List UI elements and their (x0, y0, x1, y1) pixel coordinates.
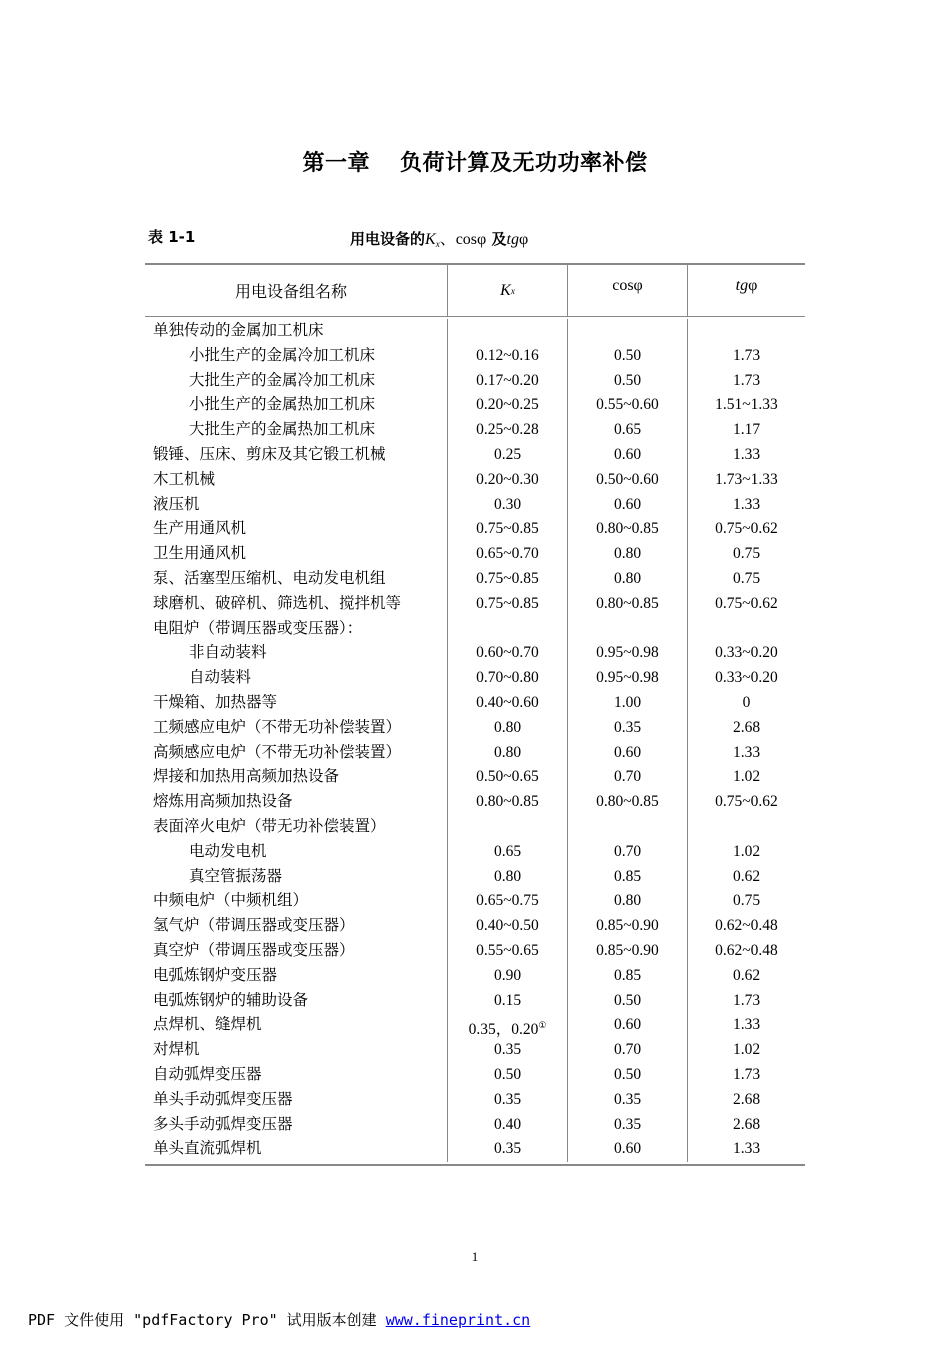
kx-value: 0.80 (447, 716, 567, 741)
kx-value: 0.75~0.85 (447, 592, 567, 617)
equipment-name: 表面淬火电炉（带无功补偿装置） (153, 817, 386, 835)
cos-value: 0.80~0.85 (567, 592, 687, 617)
tg-value: 1.33 (687, 1137, 805, 1162)
tg-value (687, 319, 805, 344)
table-row (145, 369, 805, 394)
equipment-name: 生产用通风机 (153, 520, 247, 538)
header-cos: cosφ (567, 265, 687, 316)
table-row (145, 666, 805, 691)
kx-value: 0.90 (447, 964, 567, 989)
equipment-name: 卫生用通风机 (153, 545, 247, 563)
table-title (350, 226, 528, 249)
cos-value: 0.70 (567, 1038, 687, 1063)
cos-value: 0.60 (567, 1137, 687, 1162)
table-row (145, 1063, 805, 1088)
cos-value: 0.80 (567, 889, 687, 914)
tg-value: 0.62~0.48 (687, 914, 805, 939)
equipment-name: 真空管振荡器 (189, 867, 283, 885)
cos-value: 0.35 (567, 716, 687, 741)
cos-value: 0.85 (567, 865, 687, 890)
cos-value: 0.65 (567, 418, 687, 443)
kx-value: 0.20~0.30 (447, 468, 567, 493)
cos-value: 0.70 (567, 840, 687, 865)
tg-value: 0.75 (687, 567, 805, 592)
cos-value: 0.95~0.98 (567, 666, 687, 691)
page-number: 1 (471, 1249, 479, 1264)
caption-and: 及 (486, 230, 507, 248)
cos-value: 0.85~0.90 (567, 939, 687, 964)
cos-value: 0.50 (567, 369, 687, 394)
kx-value: 0.80 (447, 741, 567, 766)
cos-value: 0.50 (567, 1063, 687, 1088)
tg-value: 0 (687, 691, 805, 716)
kx-value: 0.65~0.75 (447, 889, 567, 914)
kx-value: 0.35 (447, 1137, 567, 1162)
table-caption (148, 226, 808, 248)
table-row (145, 1088, 805, 1113)
kx-value: 0.25 (447, 443, 567, 468)
equipment-name: 泵、活塞型压缩机、电动发电机组 (153, 569, 386, 587)
table-row (145, 840, 805, 865)
cos-value: 0.80~0.85 (567, 790, 687, 815)
tg-value: 1.02 (687, 1038, 805, 1063)
kx-value (447, 319, 567, 344)
kx-value: 0.40~0.50 (447, 914, 567, 939)
tg-value: 2.68 (687, 1113, 805, 1138)
kx-value: 0.55~0.65 (447, 939, 567, 964)
equipment-name: 工频感应电炉（不带无功补偿装置） (153, 718, 402, 736)
footnote-mark: ① (538, 1020, 547, 1031)
table-body (145, 317, 805, 1166)
tg-value: 1.33 (687, 443, 805, 468)
tg-value: 0.62 (687, 964, 805, 989)
table-number: 表 1-1 (148, 228, 196, 246)
table-row (145, 914, 805, 939)
table-row (145, 1038, 805, 1063)
table-row (145, 939, 805, 964)
tg-value: 1.17 (687, 418, 805, 443)
cos-value (567, 617, 687, 642)
header-k: K (500, 281, 511, 299)
caption-cos: cosφ (455, 231, 487, 248)
header-kx (447, 265, 567, 316)
table-row (145, 393, 805, 418)
tg-value: 1.73 (687, 989, 805, 1014)
tg-value: 1.51~1.33 (687, 393, 805, 418)
equipment-name: 单独传动的金属加工机床 (153, 322, 324, 339)
cos-value: 0.80 (567, 542, 687, 567)
cos-value: 0.60 (567, 493, 687, 518)
kx-value: 0.60~0.70 (447, 641, 567, 666)
equipment-name: 大批生产的金属热加工机床 (189, 421, 376, 439)
kx-value: 0.15 (447, 989, 567, 1014)
equipment-name: 氢气炉（带调压器或变压器） (153, 917, 355, 935)
table-row (145, 344, 805, 369)
table-row (145, 468, 805, 493)
chapter-number: 第一章 (302, 151, 370, 176)
kx-value: 0.17~0.20 (447, 369, 567, 394)
table-row (145, 889, 805, 914)
header-k-sub: x (510, 285, 515, 296)
tg-value: 0.75~0.62 (687, 592, 805, 617)
kx-value: 0.35 (447, 1088, 567, 1113)
equipment-name: 对焊机 (153, 1041, 200, 1059)
table-row (145, 741, 805, 766)
cos-value: 0.95~0.98 (567, 641, 687, 666)
tg-value: 1.73~1.33 (687, 468, 805, 493)
footer-text: PDF 文件使用 "pdfFactory Pro" 试用版本创建 (28, 1311, 386, 1329)
tg-value: 2.68 (687, 716, 805, 741)
table-row (145, 641, 805, 666)
equipment-name: 大批生产的金属冷加工机床 (189, 371, 376, 389)
equipment-name: 锻锤、压床、剪床及其它锻工机械 (153, 445, 386, 463)
caption-k-sub: x (435, 239, 440, 249)
tg-value: 1.73 (687, 369, 805, 394)
tg-value: 1.02 (687, 765, 805, 790)
equipment-name: 高频感应电炉（不带无功补偿装置） (153, 743, 402, 761)
equipment-name: 电弧炼钢炉变压器 (153, 966, 278, 984)
table-row (145, 418, 805, 443)
table-row (145, 790, 805, 815)
kx-value: 0.75~0.85 (447, 567, 567, 592)
equipment-name: 单头手动弧焊变压器 (153, 1090, 293, 1108)
header-phi: φ (748, 277, 758, 294)
header-tg-label: tg (735, 277, 749, 294)
cos-value: 0.35 (567, 1113, 687, 1138)
table-row (145, 964, 805, 989)
equipment-name: 球磨机、破碎机、筛选机、搅拌机等 (153, 594, 402, 612)
kx-value: 0.35，0.20① (447, 1013, 567, 1038)
equipment-name: 液压机 (153, 495, 200, 513)
cos-value: 0.70 (567, 765, 687, 790)
kx-value: 0.35 (447, 1038, 567, 1063)
kx-value (447, 617, 567, 642)
caption-tg: tg (506, 231, 519, 248)
table-row (145, 1113, 805, 1138)
cos-value: 0.60 (567, 741, 687, 766)
table-header (145, 263, 805, 317)
cos-value (567, 815, 687, 840)
kx-value: 0.20~0.25 (447, 393, 567, 418)
tg-value: 0.62~0.48 (687, 939, 805, 964)
cos-value: 0.80~0.85 (567, 517, 687, 542)
kx-value: 0.65~0.70 (447, 542, 567, 567)
cos-value: 1.00 (567, 691, 687, 716)
equipment-name: 熔炼用高频加热设备 (153, 793, 293, 811)
tg-value: 1.33 (687, 741, 805, 766)
tg-value: 0.33~0.20 (687, 641, 805, 666)
cos-value (567, 319, 687, 344)
kx-value: 0.70~0.80 (447, 666, 567, 691)
tg-value: 0.75~0.62 (687, 790, 805, 815)
caption-sep: 、 (439, 231, 456, 248)
equipment-name: 单头直流弧焊机 (153, 1140, 262, 1158)
table-row (145, 1013, 805, 1038)
pdf-footer (28, 1309, 530, 1330)
equipment-name: 真空炉（带调压器或变压器） (153, 941, 355, 959)
caption-k: K (425, 231, 436, 248)
cos-value: 0.50~0.60 (567, 468, 687, 493)
equipment-name: 自动装料 (189, 669, 252, 687)
header-tg (687, 265, 805, 316)
kx-value (447, 815, 567, 840)
tg-value: 1.73 (687, 1063, 805, 1088)
table-row (145, 517, 805, 542)
equipment-name: 多头手动弧焊变压器 (153, 1115, 293, 1133)
tg-value: 0.75~0.62 (687, 517, 805, 542)
cos-value: 0.55~0.60 (567, 393, 687, 418)
equipment-name: 小批生产的金属热加工机床 (189, 396, 376, 414)
table-row (145, 493, 805, 518)
tg-value: 0.33~0.20 (687, 666, 805, 691)
cos-value: 0.85 (567, 964, 687, 989)
table-row (145, 1137, 805, 1162)
table-row (145, 865, 805, 890)
tg-value: 1.33 (687, 493, 805, 518)
kx-value: 0.50~0.65 (447, 765, 567, 790)
table-row (145, 691, 805, 716)
kx-value: 0.80 (447, 865, 567, 890)
tg-value: 2.68 (687, 1088, 805, 1113)
table-row (145, 542, 805, 567)
chapter-title (0, 146, 950, 177)
kx-value: 0.25~0.28 (447, 418, 567, 443)
kx-value: 0.80~0.85 (447, 790, 567, 815)
cos-value: 0.50 (567, 344, 687, 369)
kx-value: 0.12~0.16 (447, 344, 567, 369)
tg-value: 1.33 (687, 1013, 805, 1038)
caption-prefix: 用电设备的 (350, 230, 426, 248)
cos-value: 0.80 (567, 567, 687, 592)
equipment-name: 小批生产的金属冷加工机床 (189, 346, 376, 364)
table-row (145, 815, 805, 840)
kx-value: 0.50 (447, 1063, 567, 1088)
table-row (145, 617, 805, 642)
equipment-name: 电阻炉（带调压器或变压器）： (153, 619, 363, 637)
cos-value: 0.35 (567, 1088, 687, 1113)
tg-value: 0.75 (687, 889, 805, 914)
tg-value: 0.62 (687, 865, 805, 890)
equipment-table (145, 263, 805, 1166)
equipment-name: 自动弧焊变压器 (153, 1065, 262, 1083)
equipment-name: 干燥箱、加热器等 (153, 693, 278, 711)
tg-value (687, 815, 805, 840)
kx-value: 0.75~0.85 (447, 517, 567, 542)
cos-value: 0.60 (567, 1013, 687, 1038)
tg-value (687, 617, 805, 642)
equipment-name: 电弧炼钢炉的辅助设备 (153, 991, 309, 1009)
tg-value: 0.75 (687, 542, 805, 567)
kx-value: 0.65 (447, 840, 567, 865)
table-row (145, 319, 805, 344)
kx-value: 0.40~0.60 (447, 691, 567, 716)
cos-value: 0.50 (567, 989, 687, 1014)
table-row (145, 443, 805, 468)
header-name: 用电设备组名称 (234, 284, 347, 301)
table-row (145, 989, 805, 1014)
equipment-name: 中频电炉（中频机组） (153, 892, 309, 910)
equipment-name: 电动发电机 (189, 842, 267, 860)
table-row (145, 716, 805, 741)
kx-value: 0.30 (447, 493, 567, 518)
tg-value: 1.02 (687, 840, 805, 865)
cos-value: 0.85~0.90 (567, 914, 687, 939)
caption-phi: φ (518, 231, 529, 248)
equipment-name: 点焊机、缝焊机 (153, 1016, 262, 1034)
tg-value: 1.73 (687, 344, 805, 369)
footer-link[interactable]: www.fineprint.cn (385, 1311, 531, 1329)
equipment-name: 非自动装料 (189, 644, 267, 662)
chapter-name: 负荷计算及无功功率补偿 (400, 151, 648, 176)
table-row (145, 567, 805, 592)
equipment-name: 木工机械 (153, 470, 216, 488)
equipment-name: 焊接和加热用高频加热设备 (153, 768, 340, 786)
cos-value: 0.60 (567, 443, 687, 468)
kx-value: 0.40 (447, 1113, 567, 1138)
table-row (145, 765, 805, 790)
table-row (145, 592, 805, 617)
